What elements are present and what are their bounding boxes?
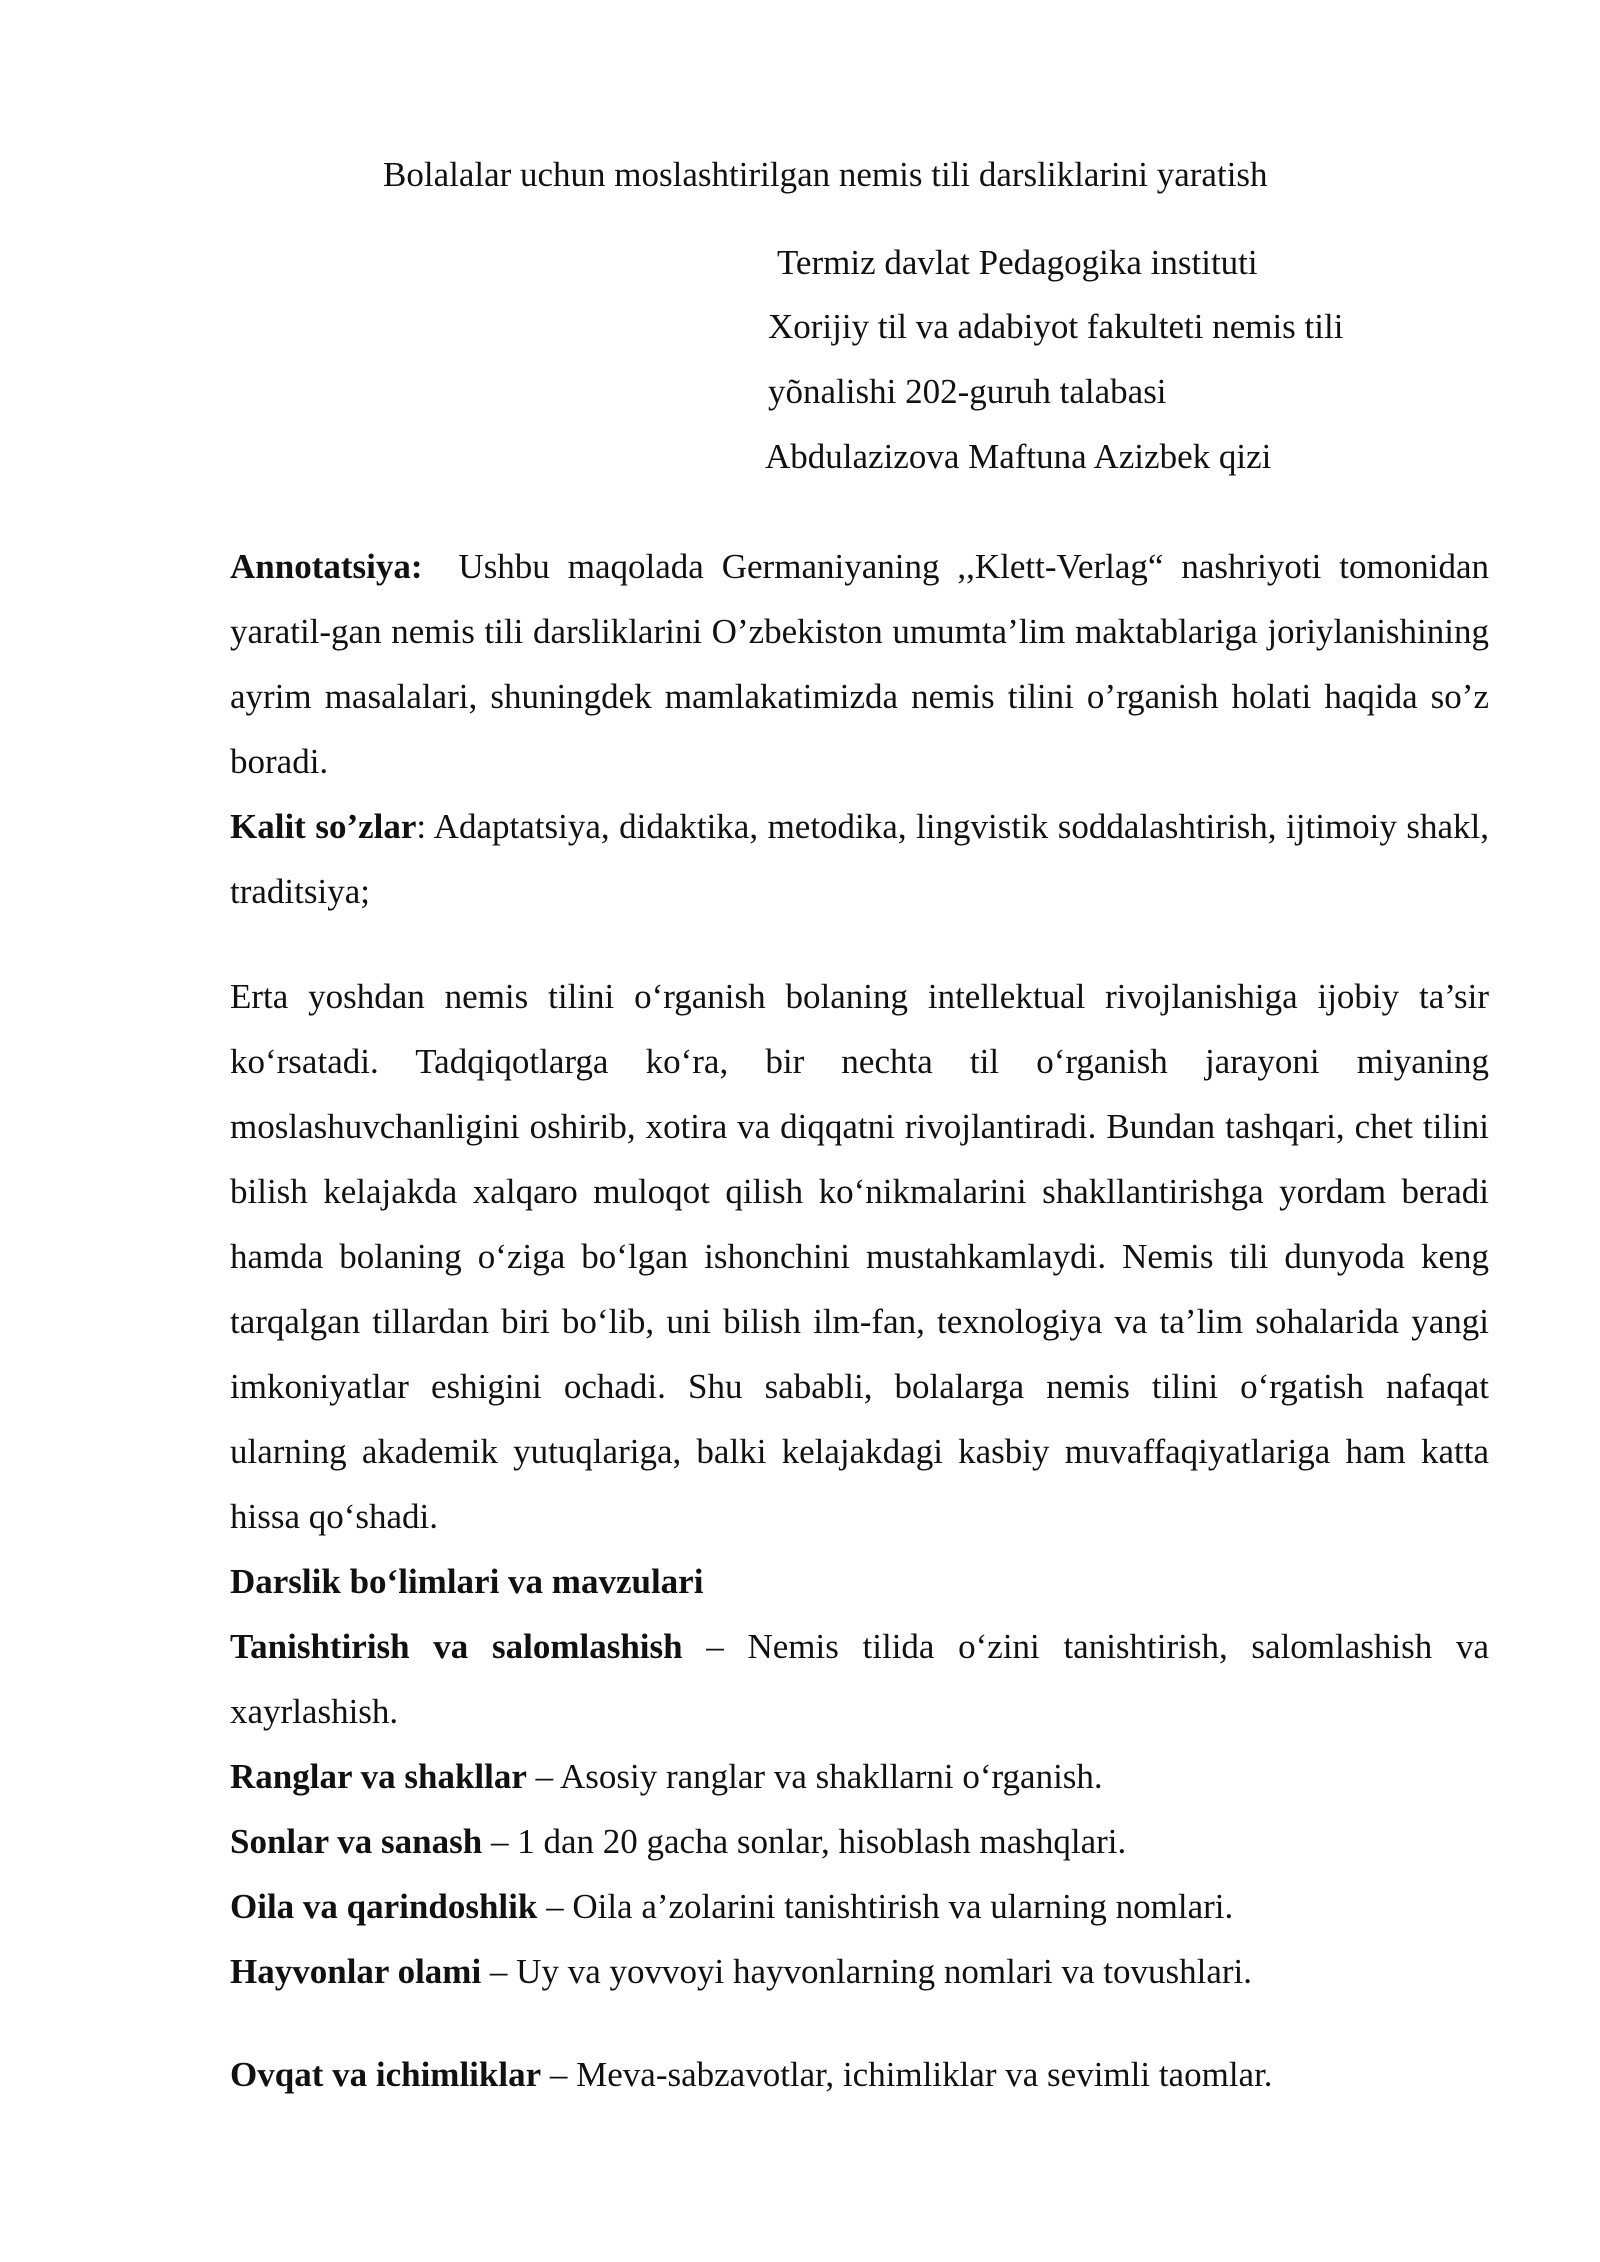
- keywords-text: : Adaptatsiya, didaktika, metodika, lingvistik soddalashtirish, ijtimoiy shakl, traditsiya;: [230, 807, 1489, 911]
- section-item: [230, 1939, 1489, 2004]
- section-desc: – Oila a’zolarini tanishtirish va ularning nomlari.: [537, 1887, 1234, 1926]
- section-item: [230, 1744, 1489, 1809]
- document-title: Bolalalar uchun moslashtirilgan nemis tili darsliklarini yaratish: [383, 155, 1268, 194]
- annotation-paragraph: [230, 534, 1498, 794]
- section-desc: – Asosiy ranglar va shakllarni o‘rganish.: [526, 1757, 1103, 1796]
- section-desc: – Nemis tilida o‘zini tanishtirish, salomlashish va xayrlashish.: [230, 1627, 1489, 1731]
- annotation-label: Annotatsiya:: [230, 547, 423, 586]
- affiliation-group: yõnalishi 202-guruh talabasi: [768, 372, 1167, 411]
- section-item: [230, 1874, 1489, 1939]
- affiliation-institute: Termiz davlat Pedagogika instituti: [777, 243, 1258, 282]
- section-title: Hayvonlar olami: [230, 1952, 482, 1991]
- main-paragraph: Erta yoshdan nemis tilini o‘rganish bolaning intellektual rivojlanishiga ijobiy ta’sir ko‘rsatadi. Tadqiqotlarga ko‘ra, bir nechta til o‘rganish jarayoni miyaning moslashuvchanligini oshirib, xotira va diqqatni rivojlantiradi. Bundan tashqari, chet tilini bilish kelajakda xalqaro muloqot qilish ko‘nikmalarini shakllantirishga yordam beradi hamda bolaning o‘ziga bo‘lgan ishonchini mustahkamlaydi. Nemis tili dunyoda keng tarqalgan tillardan biri bo‘lib, uni bilish ilm-fan, texnologiya va ta’lim sohalarida yangi imkoniyatlar eshigini ochadi. Shu sababli, bolalarga nemis tilini o‘rgatish nafaqat ularning akademik yutuqlariga, balki kelajakdagi kasbiy muvaffaqiyatlariga ham katta hissa qo‘shadi.: [230, 977, 1489, 1536]
- section-title: Oila va qarindoshlik: [230, 1887, 538, 1926]
- section-item: [230, 1614, 1489, 1744]
- section-item: [230, 2042, 1489, 2107]
- affiliation-faculty: Xorijiy til va adabiyot fakulteti nemis tili: [768, 307, 1344, 346]
- sections-list: [230, 1614, 1489, 2107]
- section-title: Ranglar va shakllar: [230, 1757, 527, 1796]
- affiliation-author: Abdulazizova Maftuna Azizbek qizi: [765, 437, 1272, 476]
- keywords-label: Kalit so’zlar: [230, 807, 417, 846]
- section-title: Sonlar va sanash: [230, 1822, 483, 1861]
- section-desc: – Uy va yovvoyi hayvonlarning nomlari va tovushlari.: [481, 1952, 1253, 1991]
- annotation-text: Ushbu maqolada Germaniyaning ,,Klett-Verlag“ nashriyoti tomonidan yaratil-gan nemis tili darsliklarini O’zbekiston umumta’lim maktablariga joriylanishining ayrim masalalari, shuningdek mamlakatimizda nemis tilini o’rganish holati haqida so’z boradi.: [230, 547, 1498, 781]
- section-desc: – Meva-sabzavotlar, ichimliklar va sevimli taomlar.: [541, 2055, 1273, 2094]
- section-desc: – 1 dan 20 gacha sonlar, hisoblash mashqlari.: [482, 1822, 1127, 1861]
- sections-heading: Darslik bo‘limlari va mavzulari: [230, 1562, 704, 1601]
- section-title: Tanishtirish va salomlashish: [230, 1627, 683, 1666]
- keywords-paragraph: [230, 794, 1489, 924]
- section-item: [230, 1809, 1489, 1874]
- section-title: Ovqat va ichimliklar: [230, 2055, 542, 2094]
